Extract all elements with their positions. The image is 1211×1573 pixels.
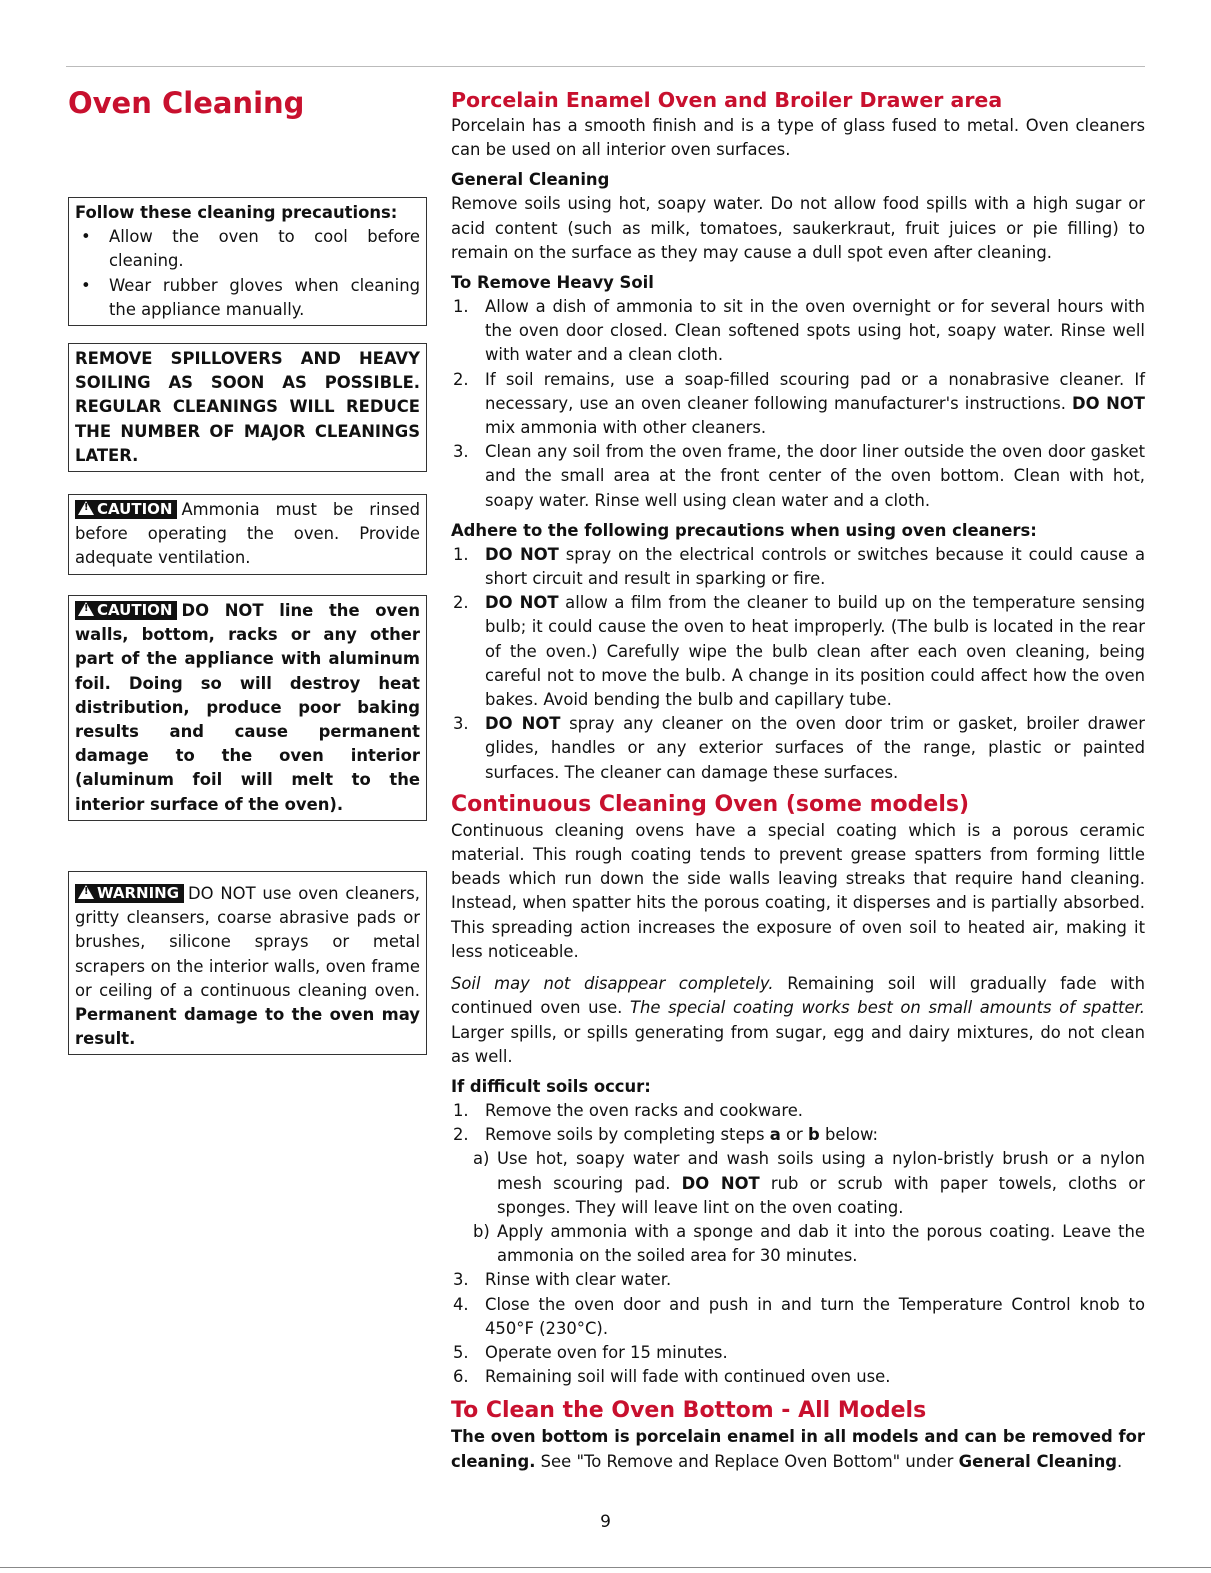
page-number: 9	[600, 1512, 611, 1532]
precautions-title: Follow these cleaning precautions:	[75, 203, 398, 222]
remove-spillovers-box	[68, 343, 427, 472]
oven-bottom-heading: To Clean the Oven Bottom - All Models	[451, 1398, 927, 1424]
page-title: Oven Cleaning	[68, 86, 305, 120]
caution-label: !CAUTION	[75, 601, 177, 620]
precautions-list	[75, 225, 420, 322]
warning-text: DO NOT use oven cleaners, gritty cleansers, coarse abrasive pads or brushes, silicone sprays or metal scrapers on the interior walls, oven frame or ceiling of a continuous cleaning oven.	[75, 884, 420, 1000]
difficult-soils-heading: If difficult soils occur:	[451, 1076, 651, 1096]
list-item: 1. DO NOT spray on the electrical controls or switches because it could cause a short circuit and result in sparking or fire.	[453, 544, 1146, 589]
heavy-soil-steps	[451, 295, 1145, 513]
warning-label: !WARNING	[75, 884, 184, 903]
list-item: 3. Rinse with clear water.	[453, 1270, 672, 1290]
list-item: a) Use hot, soapy water and wash soils using a nylon-bristly brush or a nylon mesh scouring pad. DO NOT rub or scrub with paper towels, cloths or sponges. They will leave lint on the oven coating.	[473, 1149, 1145, 1217]
precautions-box	[68, 197, 427, 326]
list-item: 2. DO NOT allow a film from the cleaner to build up on the temperature sensing bulb; it could cause the oven to heat improperly. (The bulb is located in the rear of the oven.) Carefully wipe the bulb clean after each oven cleaning, being careful not to move the bulb. A change in its position could affect how the oven bakes. Avoid bending the bulb and capillary tube.	[453, 593, 1146, 710]
caution-label: !CAUTION	[75, 500, 177, 519]
caution-text: Ammonia must be rinsed before operating the oven. Provide adequate ventilation.	[75, 500, 420, 568]
warning-triangle-icon	[78, 885, 94, 899]
heavy-soil-heading: To Remove Heavy Soil	[451, 273, 654, 293]
list-item: 2. If soil remains, use a soap-filled scouring pad or a nonabrasive cleaner. If necessary, use an oven cleaner following manufacturer's instructions. DO NOT mix ammonia with other cleaners.	[453, 369, 1145, 438]
continuous-intro: Continuous cleaning ovens have a special coating which is a porous ceramic material. This rough coating tends to prevent grease spatters from forming little beads which run down the side walls leaving streaks that require hand cleaning. Instead, when spatter hits the porous coating, it disperses and is partially absorbed. This spreading action increases the exposure of oven soil to heated air, making it less noticeable.	[451, 820, 1145, 961]
continuous-heading: Continuous Cleaning Oven (some models)	[451, 791, 970, 817]
list-item: 3. DO NOT spray any cleaner on the oven door trim or gasket, broiler drawer glides, handles or any exterior surfaces of the range, plastic or painted surfaces. The cleaner can damage these surfaces.	[453, 714, 1145, 782]
list-item: 2. Remove soils by completing steps a or b below:	[453, 1125, 879, 1145]
adhere-steps	[451, 543, 1145, 785]
warning-triangle-icon	[78, 602, 94, 616]
list-item: 6. Remaining soil will fade with continued oven use.	[453, 1367, 891, 1387]
list-item: 1. Remove the oven racks and cookware.	[453, 1100, 804, 1120]
oven-bottom-text: The oven bottom is porcelain enamel in all models and can be removed for cleaning. See "To Remove and Replace Oven Bottom" under General Cleaning.	[451, 1427, 1145, 1471]
list-item: 1. Allow a dish of ammonia to sit in the oven overnight or for several hours with the oven door closed. Clean softened spots using hot, soapy water. Rinse well with water and a clean cloth.	[453, 297, 1145, 365]
warning-triangle-icon	[78, 501, 94, 515]
porcelain-heading: Porcelain Enamel Oven and Broiler Drawer area	[451, 88, 1003, 112]
list-item: 4. Close the oven door and push in and turn the Temperature Control knob to 450°F (230°C).	[453, 1294, 1145, 1338]
general-cleaning-heading: General Cleaning	[451, 170, 610, 190]
list-item: 3. Clean any soil from the oven frame, the door liner outside the oven door gasket and the small area at the front center of the oven bottom. Clean with hot, soapy water. Rinse well using clean water and a cloth.	[453, 442, 1145, 510]
list-item: • Wear rubber gloves when cleaning the appliance manually.	[109, 274, 420, 322]
bottom-rule	[0, 1567, 1211, 1568]
porcelain-intro: Porcelain has a smooth finish and is a type of glass fused to metal. Oven cleaners can be used on all interior oven surfaces.	[451, 116, 1145, 160]
caution-box-foil	[68, 595, 427, 821]
remove-spillovers-text: REMOVE SPILLOVERS AND HEAVY SOILING AS SOON AS POSSIBLE. REGULAR CLEANINGS WILL REDUCE THE NUMBER OF MAJOR CLEANINGS LATER.	[75, 349, 420, 465]
difficult-soils-steps-cont	[451, 1268, 1145, 1389]
list-item: 5. Operate oven for 15 minutes.	[453, 1342, 728, 1362]
adhere-heading: Adhere to the following precautions when using oven cleaners:	[451, 520, 1037, 540]
list-item: • Allow the oven to cool before cleaning.	[109, 225, 420, 273]
caution-box-ammonia	[68, 494, 427, 575]
continuous-para2: Soil may not disappear completely. Remaining soil will gradually fade with continued oven use. The special coating works best on small amounts of spatter. Larger spills, or spills generating from sugar, egg and dairy mixtures, do not clean as well.	[451, 974, 1145, 1066]
general-cleaning-text: Remove soils using hot, soapy water. Do not allow food spills with a high sugar or acid content (such as milk, tomatoes, saukerkraut, fruit juices or pie filling) to remain on the surface as they may cause a dull spot even after cleaning.	[451, 194, 1145, 262]
right-column	[451, 86, 1145, 1474]
caution-text: DO NOT line the oven walls, bottom, racks or any other part of the appliance with aluminum foil. Doing so will destroy heat distribution, produce poor baking results and cause permanent damage to the oven interior (aluminum foil will melt to the interior surface of the oven).	[75, 601, 420, 814]
difficult-soils-steps	[451, 1099, 1145, 1147]
list-item: b) Apply ammonia with a sponge and dab it into the porous coating. Leave the ammonia on the soiled area for 30 minutes.	[473, 1221, 1145, 1266]
top-rule	[66, 66, 1145, 67]
difficult-soils-substeps	[451, 1147, 1145, 1268]
warning-bold-text: Permanent damage to the oven may result.	[75, 1005, 420, 1049]
warning-box	[68, 871, 427, 1055]
